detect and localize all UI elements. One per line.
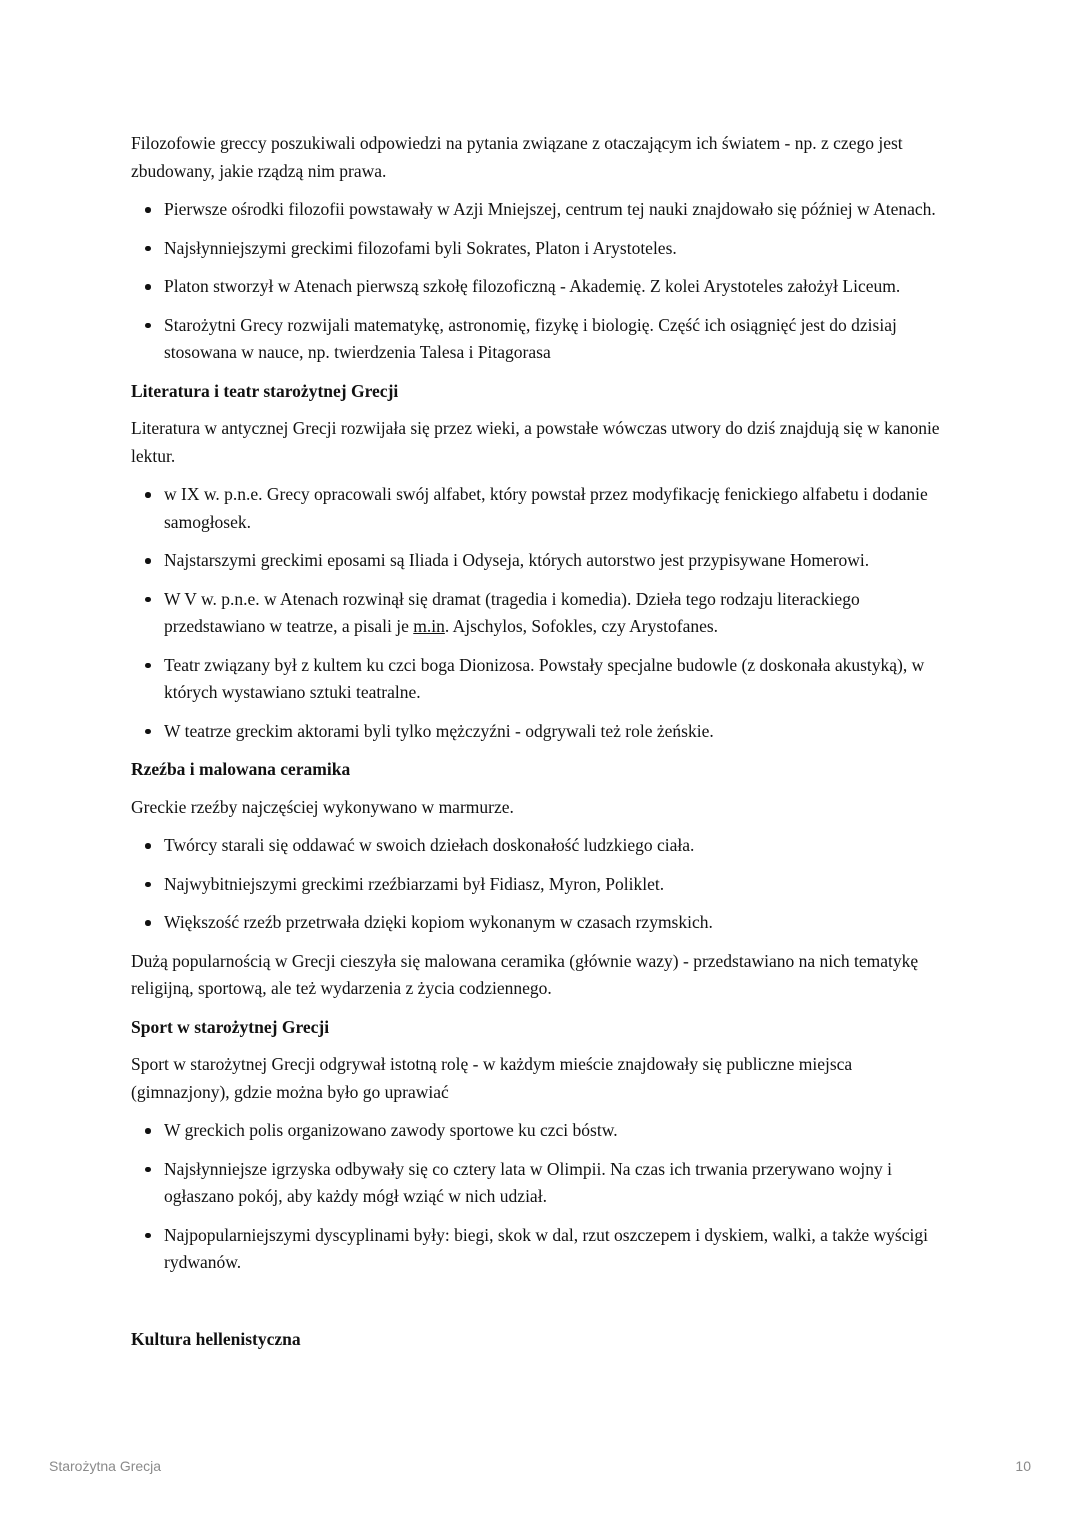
section-spacer <box>131 1288 951 1326</box>
intro-bullet-list <box>131 196 951 367</box>
footer-document-title: Starożytna Grecja <box>49 1458 162 1474</box>
list-item: Większość rzeźb przetrwała dzięki kopiom wykonanym w czasach rzymskich. <box>164 909 951 937</box>
list-item: Teatr związany był z kultem ku czci boga Dionizosa. Powstały specjalne budowle (z doskonała akustyką), w których wystawiano sztuki teatralne. <box>164 652 951 707</box>
section-heading-hellenistyczna: Kultura hellenistyczna <box>131 1328 301 1349</box>
list-item: Starożytni Grecy rozwijali matematykę, astronomię, fizykę i biologię. Część ich osiągnięć jest do dzisiaj stosowana w nauce, np. twierdzenia Talesa i Pitagorasa <box>164 312 951 367</box>
list-item: Najstarszymi greckimi eposami są Iliada i Odyseja, których autorstwo jest przypisywane Homerowi. <box>164 547 951 575</box>
dramat-text-before: W V w. p.n.e. w Atenach rozwinął się dramat (tragedia i komedia). Dzieła tego rodzaju literackiego przedstawiano w teatrze, a pisali je <box>164 588 860 636</box>
m-in-link[interactable]: m.in <box>413 616 445 636</box>
list-item: w IX w. p.n.e. Grecy opracowali swój alfabet, który powstał przez modyfikację fenickiego alfabetu i dodanie samogłosek. <box>164 481 951 536</box>
list-item: Platon stworzył w Atenach pierwszą szkołę filozoficzną - Akademię. Z kolei Arystoteles założył Liceum. <box>164 273 951 301</box>
list-item: Najsłynniejsze igrzyska odbywały się co cztery lata w Olimpii. Na czas ich trwania przerywano wojny i ogłaszano pokój, aby każdy mógł wziąć w nich udział. <box>164 1156 951 1211</box>
list-item-dramat <box>164 586 951 641</box>
sport-paragraph: Sport w starożytnej Grecji odgrywał istotną rolę - w każdym mieście znajdowały się publiczne miejsca (gimnazjony), gdzie można było go uprawiać <box>131 1054 853 1102</box>
literatura-bullet-list <box>131 481 951 745</box>
section-heading-rzezba: Rzeźba i malowana ceramika <box>131 759 351 779</box>
list-item: Twórcy starali się oddawać w swoich dziełach doskonałość ludzkiego ciała. <box>164 832 951 860</box>
list-item: Najsłynniejszymi greckimi filozofami byli Sokrates, Platon i Arystoteles. <box>164 235 951 263</box>
rzezba-bullet-list <box>131 832 951 937</box>
intro-paragraph: Filozofowie greccy poszukiwali odpowiedzi na pytania związane z otaczającym ich światem - np. z czego jest zbudowany, jakie rządzą nim prawa. <box>131 133 903 181</box>
dramat-text-after: . Ajschylos, Sofokles, czy Arystofanes. <box>444 616 719 636</box>
section-heading-sport: Sport w starożytnej Grecji <box>131 1016 330 1037</box>
literatura-paragraph: Literatura w antycznej Grecji rozwijała się przez wieki, a powstałe wówczas utwory do dziś znajdują się w kanonie lektur. <box>131 418 940 466</box>
footer-page-number: 10 <box>1015 1458 1031 1474</box>
list-item: Pierwsze ośrodki filozofii powstawały w Azji Mniejszej, centrum tej nauki znajdowało się później w Atenach. <box>164 196 951 224</box>
sport-bullet-list <box>131 1117 951 1277</box>
ceramika-paragraph: Dużą popularnością w Grecji cieszyła się malowana ceramika (głównie wazy) - przedstawiano na nich tematykę religijną, sportową, ale też wydarzenia z życia codziennego. <box>131 950 919 998</box>
page-content <box>131 130 951 1363</box>
list-item: Najwybitniejszymi greckimi rzeźbiarzami był Fidiasz, Myron, Poliklet. <box>164 871 951 899</box>
list-item: Najpopularniejszymi dyscyplinami były: biegi, skok w dal, rzut oszczepem i dyskiem, walki, a także wyścigi rydwanów. <box>164 1222 951 1277</box>
section-heading-literatura: Literatura i teatr starożytnej Grecji <box>131 380 399 401</box>
list-item: W teatrze greckim aktorami byli tylko mężczyźni - odgrywali też role żeńskie. <box>164 718 951 746</box>
rzezba-paragraph: Greckie rzeźby najczęściej wykonywano w marmurze. <box>131 796 514 817</box>
list-item: W greckich polis organizowano zawody sportowe ku czci bóstw. <box>164 1117 951 1145</box>
